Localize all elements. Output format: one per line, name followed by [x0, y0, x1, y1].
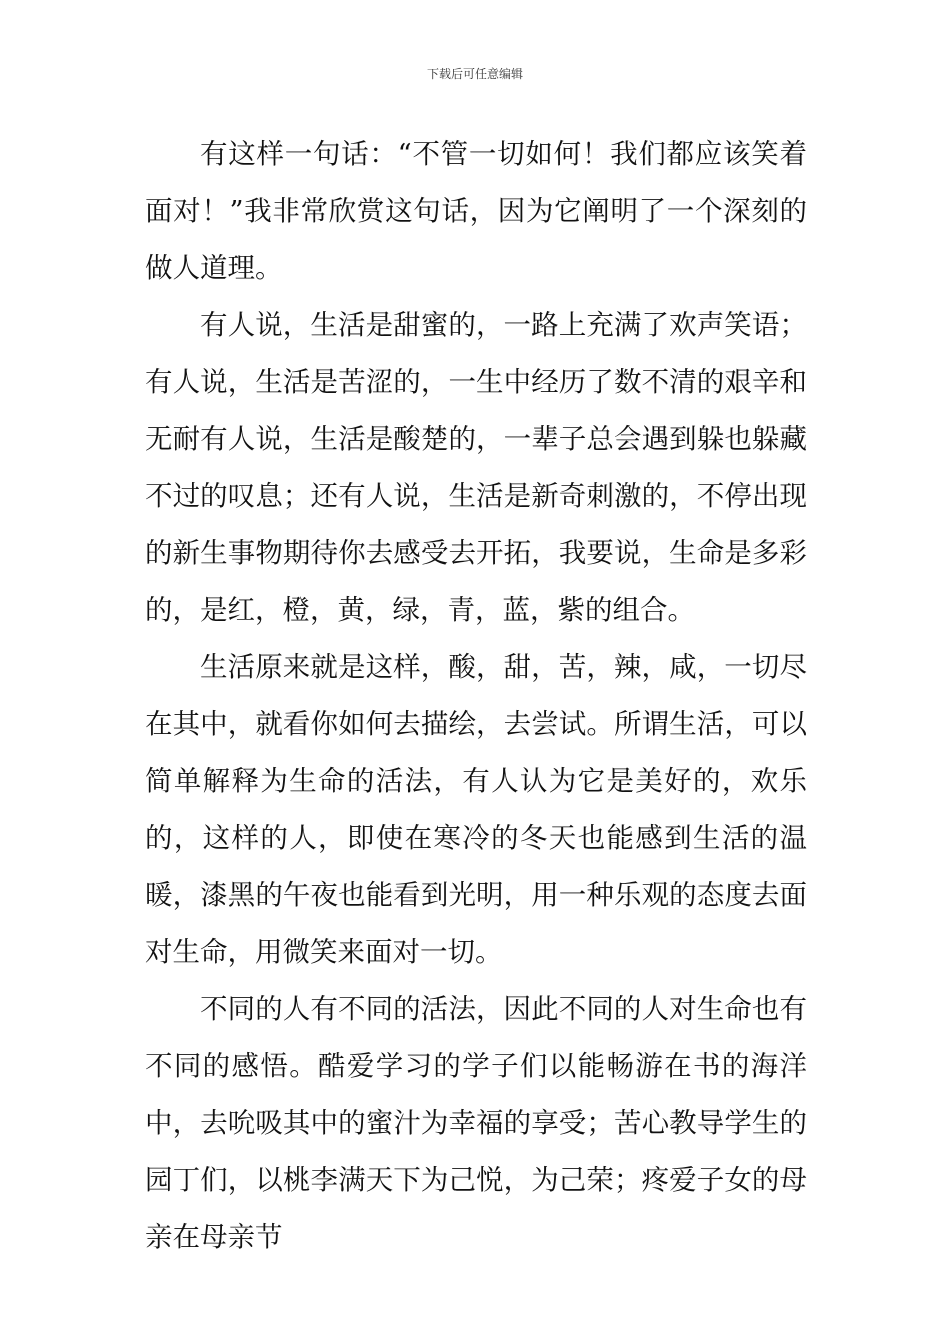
- page-header: 下载后可任意编辑: [426, 67, 523, 81]
- paragraph-1: 有这样一句话：“不管一切如何！我们都应该笑着面对！”我非常欣赏这句话，因为它阐明了一个深刻的做人道理。: [145, 138, 807, 284]
- paragraph-4: 不同的人有不同的活法，因此不同的人对生命也有不同的感悟。酷爱学习的学子们以能畅游在书的海洋中，去吮吸其中的蜜汁为幸福的享受；苦心教导学生的园丁们，以桃李满天下为己悦，为己荣；疼爱子女的母亲在母亲节: [145, 993, 807, 1253]
- document-body: [145, 126, 807, 1266]
- paragraph-3: 生活原来就是这样，酸，甜，苦，辣，咸，一切尽在其中，就看你如何去描绘，去尝试。所谓生活，可以简单解释为生命的活法，有人认为它是美好的，欢乐的，这样的人，即使在寒冷的冬天也能感到生活的温暖，漆黑的午夜也能看到光明，用一种乐观的态度去面对生命，用微笑来面对一切。: [145, 651, 807, 968]
- paragraph-2: 有人说，生活是甜蜜的，一路上充满了欢声笑语；有人说，生活是苦涩的，一生中经历了数不清的艰辛和无耐有人说，生活是酸楚的，一辈子总会遇到躲也躲藏不过的叹息；还有人说，生活是新奇刺激的，不停出现的新生事物期待你去感受去开拓，我要说，生命是多彩的，是红，橙，黄，绿，青，蓝，紫的组合。: [145, 309, 807, 626]
